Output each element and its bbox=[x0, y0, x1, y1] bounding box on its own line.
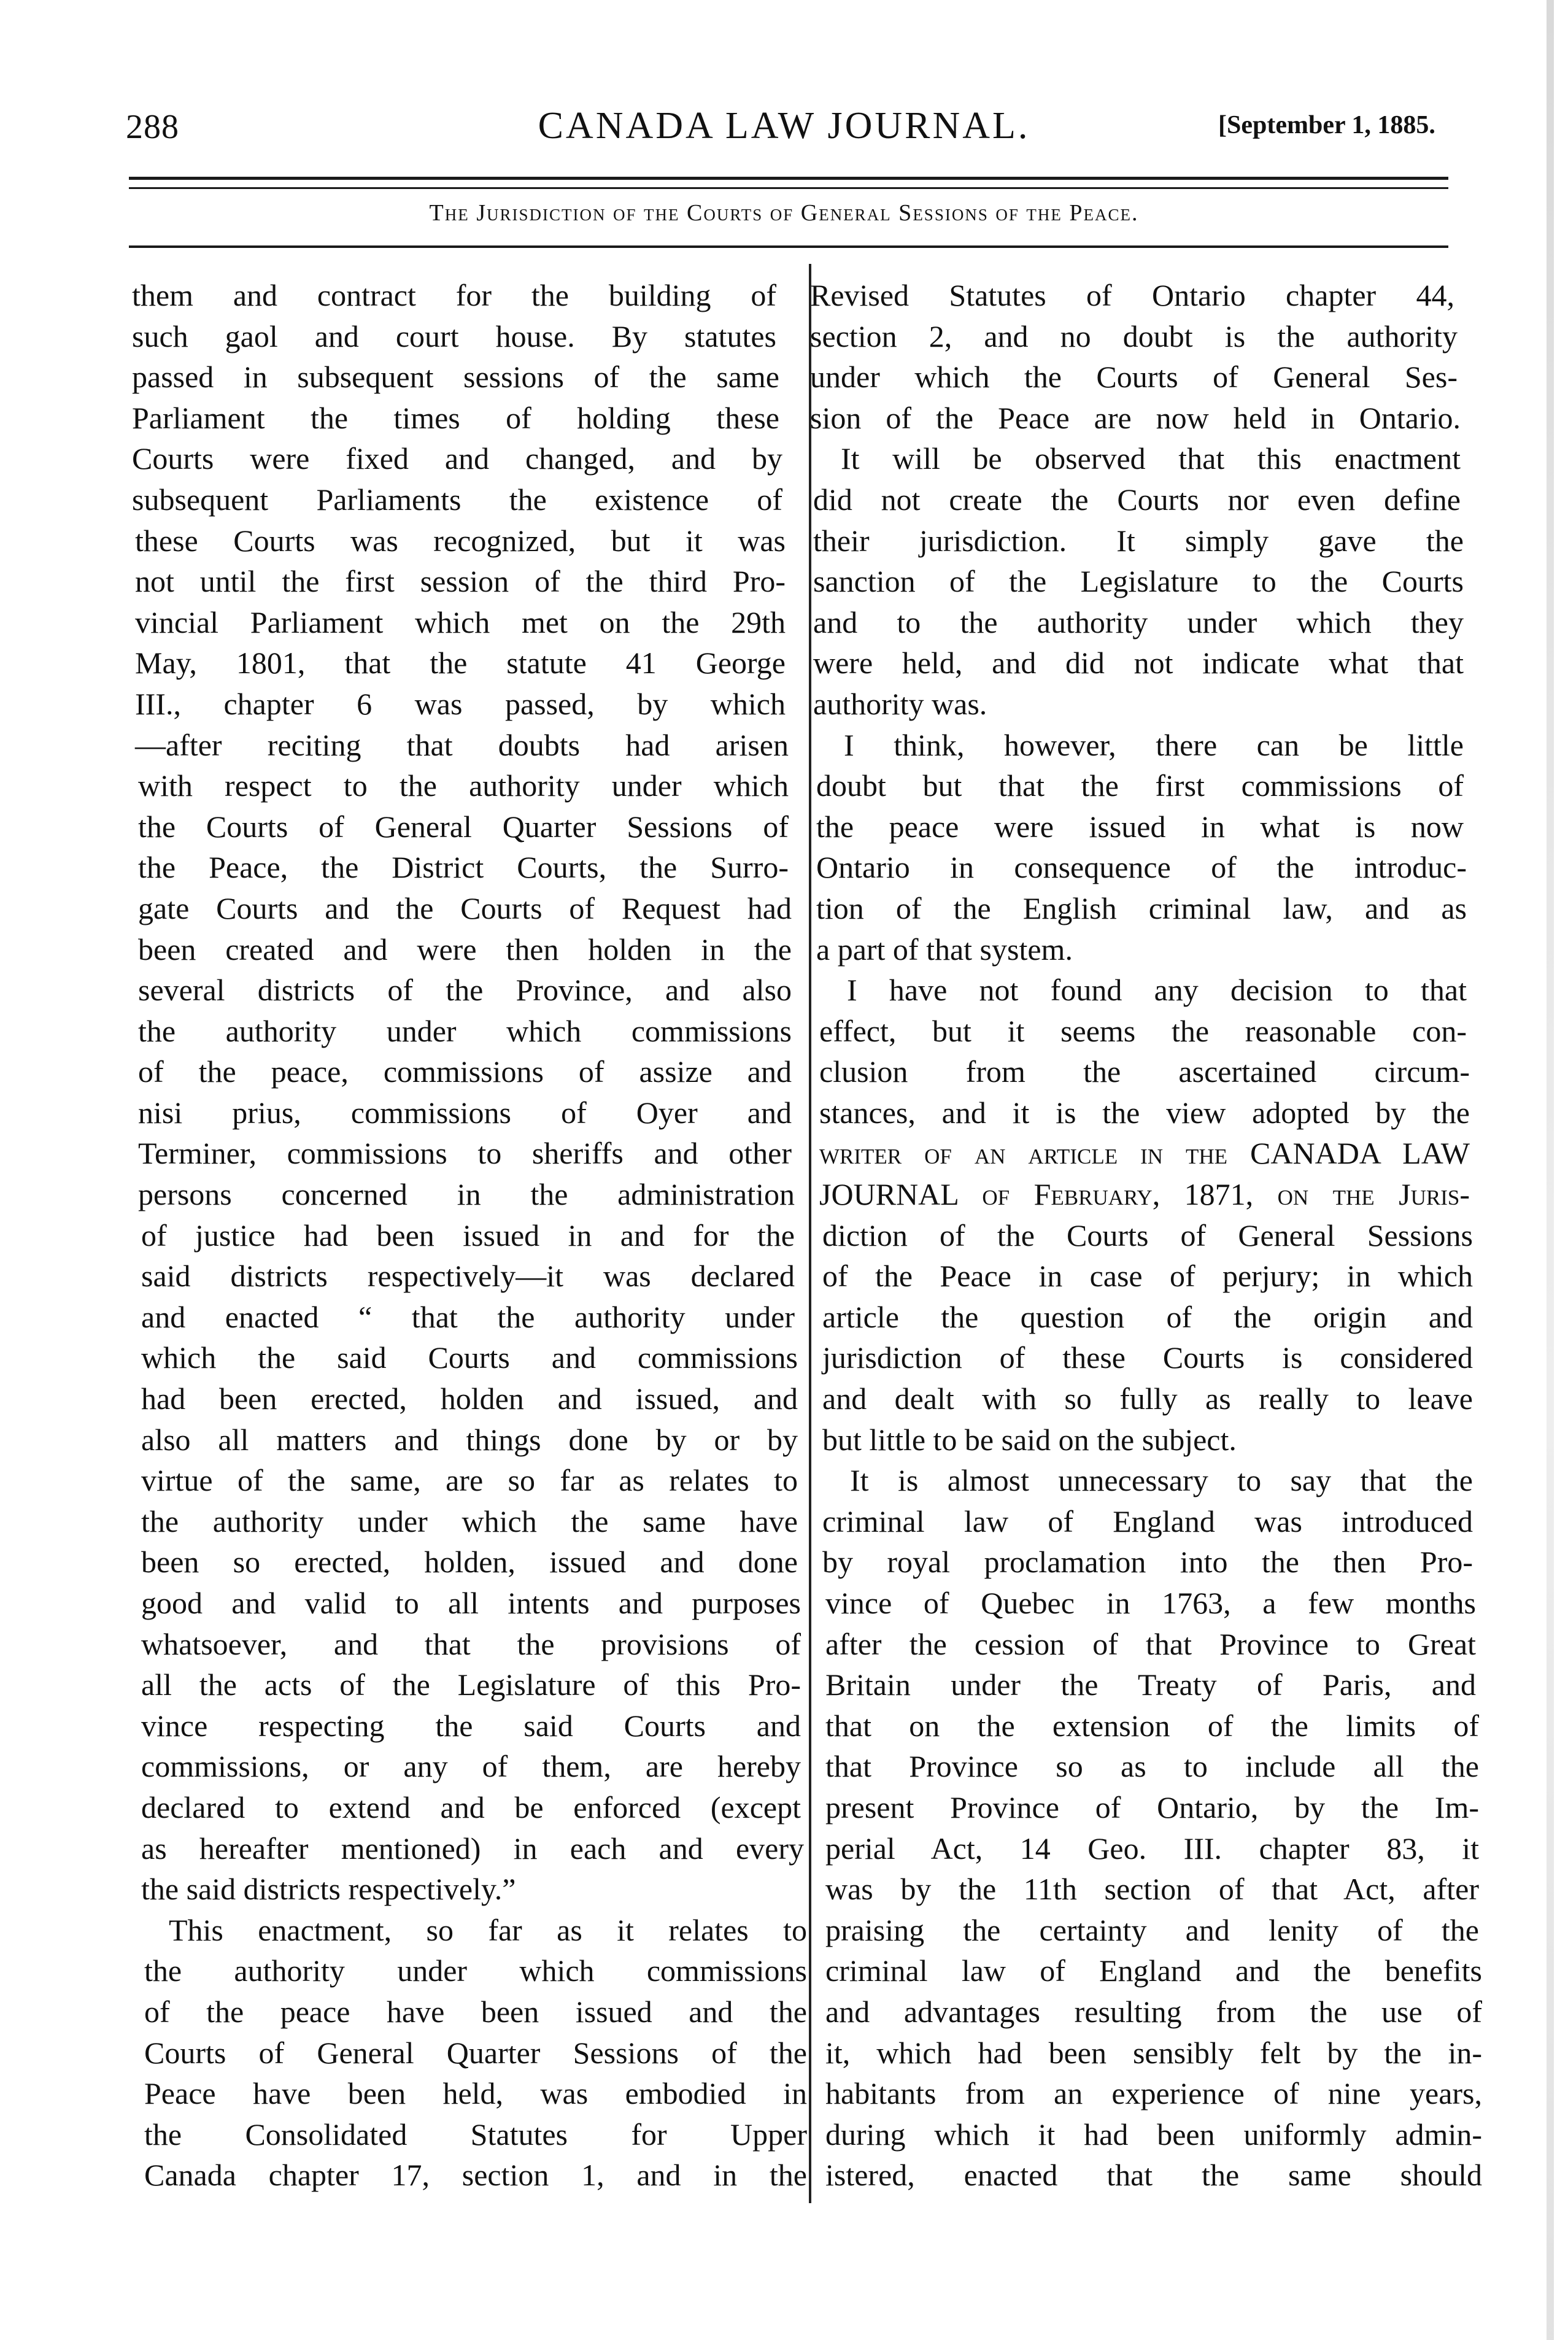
left-column-line: as hereafter mentioned) in each and every bbox=[141, 1831, 804, 1866]
left-column-line: several districts of the Province, and also bbox=[138, 973, 792, 1008]
right-column-line: It is almost unnecessary to say that the bbox=[850, 1463, 1473, 1498]
left-column-line: Courts were fixed and changed, and by bbox=[132, 441, 782, 476]
left-column-line: vincial Parliament which met on the 29th bbox=[135, 604, 786, 639]
right-column-line: present Province of Ontario, by the Im- bbox=[825, 1790, 1479, 1825]
left-column-line: not until the first session of the third Pro- bbox=[135, 564, 786, 599]
left-column-line: with respect to the authority under which bbox=[138, 768, 789, 803]
left-column-line: commissions, or any of them, are hereby bbox=[141, 1749, 801, 1784]
left-column-line: had been erected, holden and issued, and bbox=[141, 1381, 798, 1416]
right-column-line: diction of the Courts of General Sessions bbox=[822, 1218, 1473, 1253]
left-column-line: them and contract for the building of bbox=[132, 278, 776, 312]
right-column-line: JOURNAL of February, 1871, on the Juris- bbox=[819, 1177, 1470, 1212]
right-column-line: section 2, and no doubt is the authority bbox=[810, 319, 1458, 353]
left-column-line: also all matters and things done by or by bbox=[141, 1422, 798, 1457]
left-column-line: the authority under which commissions bbox=[144, 1953, 807, 1988]
right-column bbox=[810, 275, 1497, 2196]
left-column-line: been so erected, holden, issued and done bbox=[141, 1545, 798, 1580]
left-column-line: Parliament the times of holding these bbox=[132, 400, 779, 435]
right-column-line: sion of the Peace are now held in Ontario. bbox=[810, 400, 1461, 435]
left-column-line: declared to extend and be enforced (except bbox=[141, 1790, 801, 1825]
left-column-line: whatsoever, and that the provisions of bbox=[141, 1626, 801, 1661]
left-column bbox=[132, 275, 810, 2196]
header-rule-thin bbox=[129, 187, 1448, 189]
right-column-line: during which it had been uniformly admin- bbox=[825, 2117, 1482, 2152]
left-column-line: —after reciting that doubts had arisen bbox=[135, 727, 789, 762]
left-column-line: vince respecting the said Courts and bbox=[141, 1708, 801, 1743]
left-column-line: III., chapter 6 was passed, by which bbox=[135, 686, 786, 721]
left-column-line: May, 1801, that the statute 41 George bbox=[135, 646, 786, 681]
right-column-line: Revised Statutes of Ontario chapter 44, bbox=[810, 278, 1454, 312]
right-column-line: it, which had been sensibly felt by the in- bbox=[825, 2035, 1482, 2070]
right-column-line: authority was. bbox=[813, 686, 987, 721]
left-column-line: the authority under which the same have bbox=[141, 1504, 798, 1539]
right-column-line: that on the extension of the limits of bbox=[825, 1708, 1479, 1743]
right-column-line: clusion from the ascertained circum- bbox=[819, 1054, 1470, 1089]
right-column-line: but little to be said on the subject. bbox=[822, 1422, 1237, 1457]
right-column-line: tion of the English criminal law, and as bbox=[816, 890, 1467, 925]
left-column-line: passed in subsequent sessions of the same bbox=[132, 360, 779, 395]
right-column-line: by royal proclamation into the then Pro- bbox=[822, 1545, 1473, 1580]
right-column-line: praising the certainty and lenity of the bbox=[825, 1912, 1479, 1947]
right-column-line: I have not found any decision to that bbox=[847, 973, 1467, 1008]
right-column-line: istered, enacted that the same should bbox=[825, 2158, 1482, 2193]
right-column-line: a part of that system. bbox=[816, 932, 1073, 967]
left-column-line: This enactment, so far as it relates to bbox=[169, 1912, 807, 1947]
right-column-line: criminal law of England and the benefits bbox=[825, 1953, 1482, 1988]
right-column-line: and advantages resulting from the use of bbox=[825, 1994, 1482, 2029]
right-column-line: the peace were issued in what is now bbox=[816, 809, 1464, 844]
right-column-line: effect, but it seems the reasonable con- bbox=[819, 1013, 1467, 1048]
page-number: 288 bbox=[126, 108, 179, 146]
left-column-line: Terminer, commissions to sheriffs and other bbox=[138, 1136, 792, 1171]
running-head-rule bbox=[129, 245, 1448, 248]
journal-title: CANADA LAW JOURNAL. bbox=[538, 105, 1030, 147]
left-column-line: Peace have been held, was embodied in bbox=[144, 2076, 807, 2111]
right-column-line: habitants from an experience of nine years, bbox=[825, 2076, 1482, 2111]
right-column-line: of the Peace in case of perjury; in which bbox=[822, 1259, 1473, 1294]
right-column-line: and dealt with so fully as really to leave bbox=[822, 1381, 1473, 1416]
right-column-line: It will be observed that this enactment bbox=[841, 441, 1461, 476]
left-column-line: the Courts of General Quarter Sessions of bbox=[138, 809, 789, 844]
left-column-line: and enacted “ that the authority under bbox=[141, 1299, 795, 1334]
left-column-line: such gaol and court house. By statutes bbox=[132, 319, 776, 353]
left-column-line: the Consolidated Statutes for Upper bbox=[144, 2117, 807, 2152]
right-column-line: article the question of the origin and bbox=[822, 1299, 1473, 1334]
left-column-line: these Courts was recognized, but it was bbox=[135, 523, 786, 558]
left-column-line: Canada chapter 17, section 1, and in the bbox=[144, 2158, 807, 2193]
left-column-line: been created and were then holden in the bbox=[138, 932, 792, 967]
left-column-line: all the acts of the Legislature of this Pro- bbox=[141, 1667, 801, 1702]
left-column-line: of the peace have been issued and the bbox=[144, 1994, 807, 2029]
left-column-line: the Peace, the District Courts, the Surro- bbox=[138, 850, 789, 885]
running-head: The Jurisdiction of the Courts of General Sessions of the Peace. bbox=[429, 200, 1139, 226]
left-column-line: subsequent Parliaments the existence of bbox=[132, 482, 782, 517]
left-column-line: good and valid to all intents and purposes bbox=[141, 1586, 801, 1620]
right-column-line: stances, and it is the view adopted by the bbox=[819, 1095, 1470, 1130]
right-column-line: were held, and did not indicate what that bbox=[813, 646, 1464, 681]
right-column-line: I think, however, there can be little bbox=[844, 727, 1464, 762]
right-column-line: after the cession of that Province to Great bbox=[825, 1626, 1476, 1661]
right-column-line: was by the 11th section of that Act, after bbox=[825, 1872, 1479, 1907]
left-column-line: of justice had been issued in and for the bbox=[141, 1218, 795, 1253]
page-edge-shadow bbox=[1547, 0, 1554, 2340]
left-column-line: virtue of the same, are so far as relates to bbox=[141, 1463, 798, 1498]
right-column-line: did not create the Courts nor even define bbox=[813, 482, 1461, 517]
left-column-line: of the peace, commissions of assize and bbox=[138, 1054, 792, 1089]
right-column-line: perial Act, 14 Geo. III. chapter 83, it bbox=[825, 1831, 1479, 1866]
right-column-line: Ontario in consequence of the introduc- bbox=[816, 850, 1467, 885]
left-column-line: gate Courts and the Courts of Request had bbox=[138, 890, 792, 925]
right-column-line: sanction of the Legislature to the Courts bbox=[813, 564, 1464, 599]
right-column-line: vince of Quebec in 1763, a few months bbox=[825, 1586, 1476, 1620]
left-column-line: nisi prius, commissions of Oyer and bbox=[138, 1095, 792, 1130]
right-column-line: doubt but that the first commissions of bbox=[816, 768, 1464, 803]
right-column-line: that Province so as to include all the bbox=[825, 1749, 1479, 1784]
left-column-line: which the said Courts and commissions bbox=[141, 1340, 798, 1375]
right-column-line: Britain under the Treaty of Paris, and bbox=[825, 1667, 1476, 1702]
right-column-line: their jurisdiction. It simply gave the bbox=[813, 523, 1464, 558]
issue-date: [September 1, 1885. bbox=[1218, 111, 1435, 139]
left-column-line: Courts of General Quarter Sessions of the bbox=[144, 2035, 807, 2070]
left-column-line: said districts respectively—it was declared bbox=[141, 1259, 795, 1294]
right-column-line: and to the authority under which they bbox=[813, 604, 1464, 639]
right-column-line: jurisdiction of these Courts is considered bbox=[822, 1340, 1473, 1375]
left-column-line: the said districts respectively.” bbox=[141, 1872, 516, 1907]
right-column-line: criminal law of England was introduced bbox=[822, 1504, 1473, 1539]
right-column-line: under which the Courts of General Ses- bbox=[810, 360, 1458, 395]
header-rule-thick bbox=[129, 177, 1448, 180]
left-column-line: persons concerned in the administration bbox=[138, 1177, 795, 1212]
left-column-line: the authority under which commissions bbox=[138, 1013, 792, 1048]
right-column-line: writer of an article in the CANADA LAW bbox=[819, 1136, 1470, 1171]
